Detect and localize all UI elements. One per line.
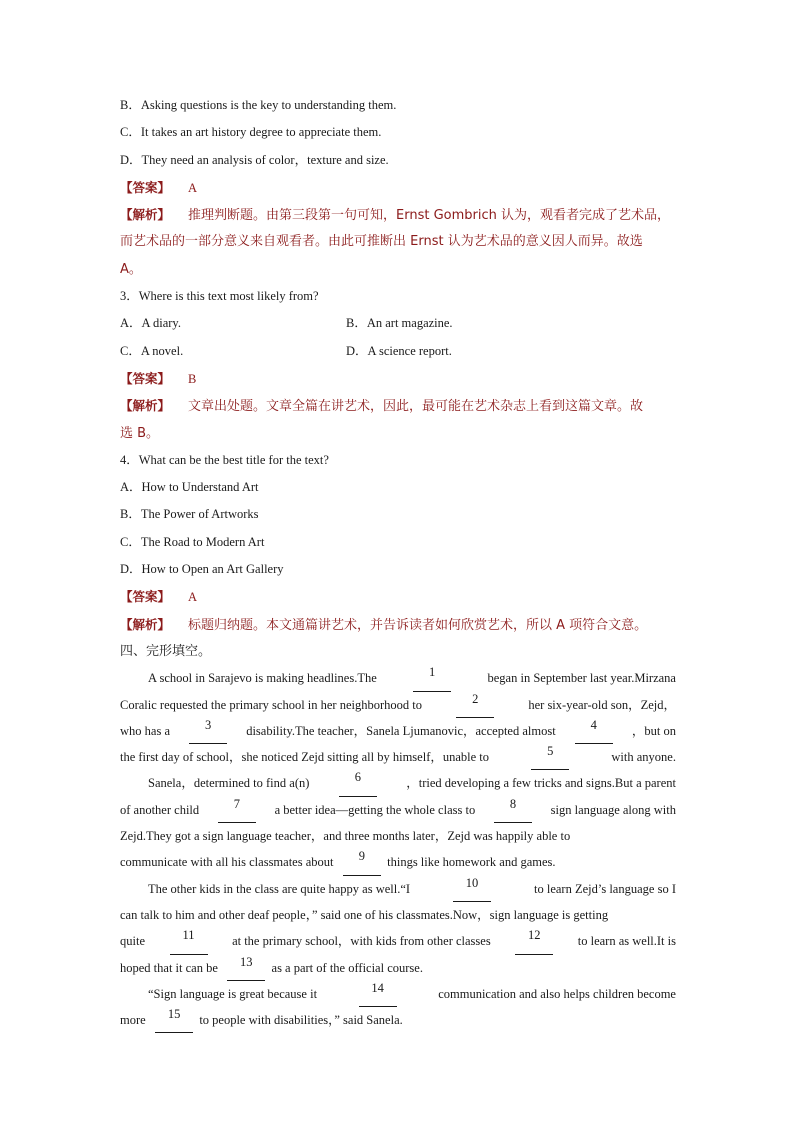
answer-label: 【答案】 <box>120 589 171 605</box>
q4-option-b: B．The Power of Artworks <box>120 507 259 522</box>
cloze-line: Sanela，determined to find a(n) 6 ，tried developing a few tricks and signs.But a parent <box>120 770 676 796</box>
q4-question: 4．What can be the best title for the text? <box>120 452 329 467</box>
q4-analysis <box>120 611 676 638</box>
q2-option-b: B．Asking questions is the key to understanding them. <box>120 98 397 112</box>
blank-10: 10 <box>453 876 491 902</box>
cloze-line: communicate with all his classmates about 9 things like homework and games. <box>120 849 676 875</box>
cloze-line: who has a 3 disability.The teacher，Sanela Ljumanovic，accepted almost 4 ，but on <box>120 718 676 744</box>
cloze-line: hoped that it can be 13 as a part of the official course. <box>120 955 676 981</box>
cloze-line: Coralic requested the primary school in her neighborhood to 2 her six-year-old son，Zejd， <box>120 692 676 718</box>
cloze-line: more 15 to people with disabilities，” said Sanela. <box>120 1007 676 1033</box>
q3-option-c: C．A novel. <box>120 343 184 358</box>
q2-analysis-line-2: 而艺术品的一部分意义来自观看者。由此可推断出 Ernst 认为艺术品的意义因人而异。故选 <box>120 234 643 250</box>
q2-answer: A <box>188 180 198 195</box>
blank-12: 12 <box>515 928 553 954</box>
q4-option-a: A．How to Understand Art <box>120 480 259 495</box>
cloze-line: The other kids in the class are quite happy as well.“I 10 to learn Zejd’s language so I <box>120 876 676 902</box>
q2-analysis-line-1: 推理判断题。由第三段第一句可知，Ernst Gombrich 认为，观看者完成了艺术品， <box>188 208 671 224</box>
q3-option-d: D．A science report. <box>346 343 452 358</box>
analysis-label: 【解析】 <box>120 398 171 414</box>
q2-option-c: C．It takes an art history degree to appreciate them. <box>120 125 382 140</box>
q3-answer-row <box>120 365 676 392</box>
q3-analysis-line-1: 文章出处题。文章全篇在讲艺术，因此，最可能在艺术杂志上看到这篇文章。故 <box>188 399 644 415</box>
cloze-line: quite 11 at the primary school，with kids from other classes 12 to learn as well.It is <box>120 928 676 954</box>
q3-answer: B <box>188 371 197 386</box>
q2-answer-row <box>120 174 676 201</box>
q3-options-row-2 <box>120 338 676 365</box>
q3-analysis-line-2: 选 B。 <box>120 425 160 441</box>
q2-option-d: D．They need an analysis of color，texture and size. <box>120 152 389 167</box>
blank-9: 9 <box>343 849 381 875</box>
document-page <box>120 92 676 1033</box>
blank-2: 2 <box>456 692 494 718</box>
cloze-line: can talk to him and other deaf people，” said one of his classmates.Now，sign language is getting <box>120 907 609 922</box>
q3-analysis <box>120 392 676 447</box>
q4-answer: A <box>188 590 198 605</box>
cloze-line: Zejd.They got a sign language teacher，and three months later，Zejd was happily able to <box>120 829 571 844</box>
cloze-line: A school in Sarajevo is making headlines.The 1 began in September last year.Mirzana <box>120 665 676 691</box>
blank-7: 7 <box>218 797 256 823</box>
answer-label: 【答案】 <box>120 179 171 195</box>
q4-analysis-text: 标题归纳题。本文通篇讲艺术，并告诉读者如何欣赏艺术，所以 A 项符合文意。 <box>188 617 648 633</box>
cloze-line: “Sign language is great because it 14 communication and also helps children become <box>120 981 676 1007</box>
q4-answer-row <box>120 583 676 610</box>
blank-5: 5 <box>531 744 569 770</box>
q4-option-c: C．The Road to Modern Art <box>120 534 265 549</box>
blank-1: 1 <box>413 665 451 691</box>
q3-options-row-1 <box>120 310 676 337</box>
q3-option-b: B．An art magazine. <box>346 316 453 331</box>
cloze-line: of another child 7 a better idea—getting the whole class to 8 sign language along with <box>120 797 676 823</box>
q3-question: 3．Where is this text most likely from? <box>120 289 319 304</box>
cloze-line: the first day of school，she noticed Zejd sitting all by himself，unable to 5 with anyone. <box>120 744 676 770</box>
q3-option-a: A．A diary. <box>120 316 181 331</box>
blank-13: 13 <box>227 955 265 981</box>
section-title: 四、完形填空。 <box>120 643 212 659</box>
blank-3: 3 <box>189 718 227 744</box>
blank-15: 15 <box>155 1007 193 1033</box>
blank-11: 11 <box>170 928 208 954</box>
answer-label: 【答案】 <box>120 370 171 386</box>
q2-analysis-line-3: A。 <box>120 261 142 277</box>
q2-analysis <box>120 201 676 283</box>
blank-4: 4 <box>575 718 613 744</box>
blank-8: 8 <box>494 797 532 823</box>
analysis-label: 【解析】 <box>120 616 171 632</box>
blank-14: 14 <box>359 981 397 1007</box>
analysis-label: 【解析】 <box>120 207 171 223</box>
q4-option-d: D．How to Open an Art Gallery <box>120 562 284 577</box>
cloze-passage <box>120 665 676 1033</box>
blank-6: 6 <box>339 770 377 796</box>
